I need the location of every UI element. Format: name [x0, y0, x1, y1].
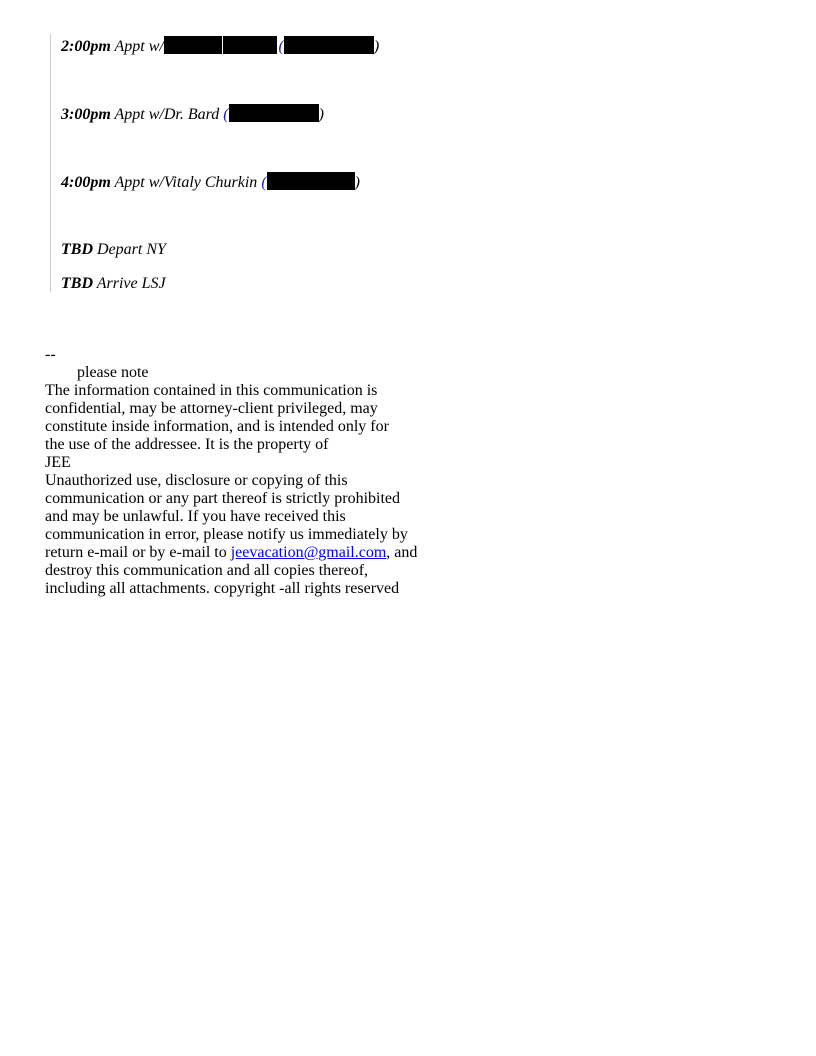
redaction-box [223, 36, 277, 54]
close-paren: ) [373, 38, 380, 55]
entry-time: TBD [61, 241, 93, 258]
disclaimer-line: including all attachments. copyright -all rights reserved [45, 580, 400, 597]
disclaimer-line: communication in error, please notify us immediately by [45, 526, 408, 543]
disclaimer-line: communication or any part thereof is strictly prohibited [45, 490, 401, 507]
close-paren: ) [318, 106, 324, 123]
disclaimer-heading: please note [77, 364, 149, 381]
open-paren: ( [223, 106, 229, 123]
redaction-box [267, 172, 355, 190]
entry-time: 4:00pm [61, 174, 111, 191]
entry-description: Appt w/Dr. Bard [114, 106, 224, 123]
entry-time: TBD [61, 275, 93, 292]
redaction-box [164, 36, 222, 54]
entry-description: Arrive LSJ [96, 275, 166, 292]
entry-description: Appt w/ [114, 38, 164, 55]
entry-time: 3:00pm [61, 106, 111, 123]
open-paren: ( [261, 174, 267, 191]
disclaimer-text: return e-mail or by e-mail to [45, 544, 231, 561]
schedule-entry-2 [61, 104, 324, 125]
open-paren: ( [278, 38, 284, 55]
disclaimer-line: confidential, may be attorney-client privileged, may [45, 400, 378, 417]
redaction-box [284, 36, 374, 54]
signature-separator: -- [45, 346, 56, 363]
disclaimer-line: The information contained in this communication is [45, 382, 378, 399]
disclaimer-text: , and [386, 544, 418, 561]
email-disclaimer [45, 346, 465, 598]
redaction-box [229, 104, 319, 122]
disclaimer-line: and may be unlawful. If you have received this [45, 508, 346, 525]
schedule-entry-4 [61, 240, 166, 260]
schedule-entry-3 [61, 172, 360, 193]
entry-description: Depart NY [97, 241, 166, 258]
close-paren: ) [354, 174, 360, 191]
disclaimer-line-with-link [45, 544, 465, 562]
disclaimer-line: JEE [45, 454, 71, 471]
schedule-entry-1 [61, 36, 379, 57]
schedule-entry-5 [61, 274, 166, 294]
disclaimer-line: the use of the addressee. It is the property of [45, 436, 329, 453]
schedule-block [50, 34, 551, 292]
disclaimer-line: destroy this communication and all copies thereof, [45, 562, 369, 579]
entry-time: 2:00pm [61, 38, 111, 55]
disclaimer-line: constitute inside information, and is intended only for [45, 418, 389, 435]
disclaimer-line: Unauthorized use, disclosure or copying of this [45, 472, 348, 489]
entry-description: Appt w/Vitaly Churkin [114, 174, 262, 191]
email-link[interactable]: jeevacation@gmail.com [230, 544, 387, 561]
